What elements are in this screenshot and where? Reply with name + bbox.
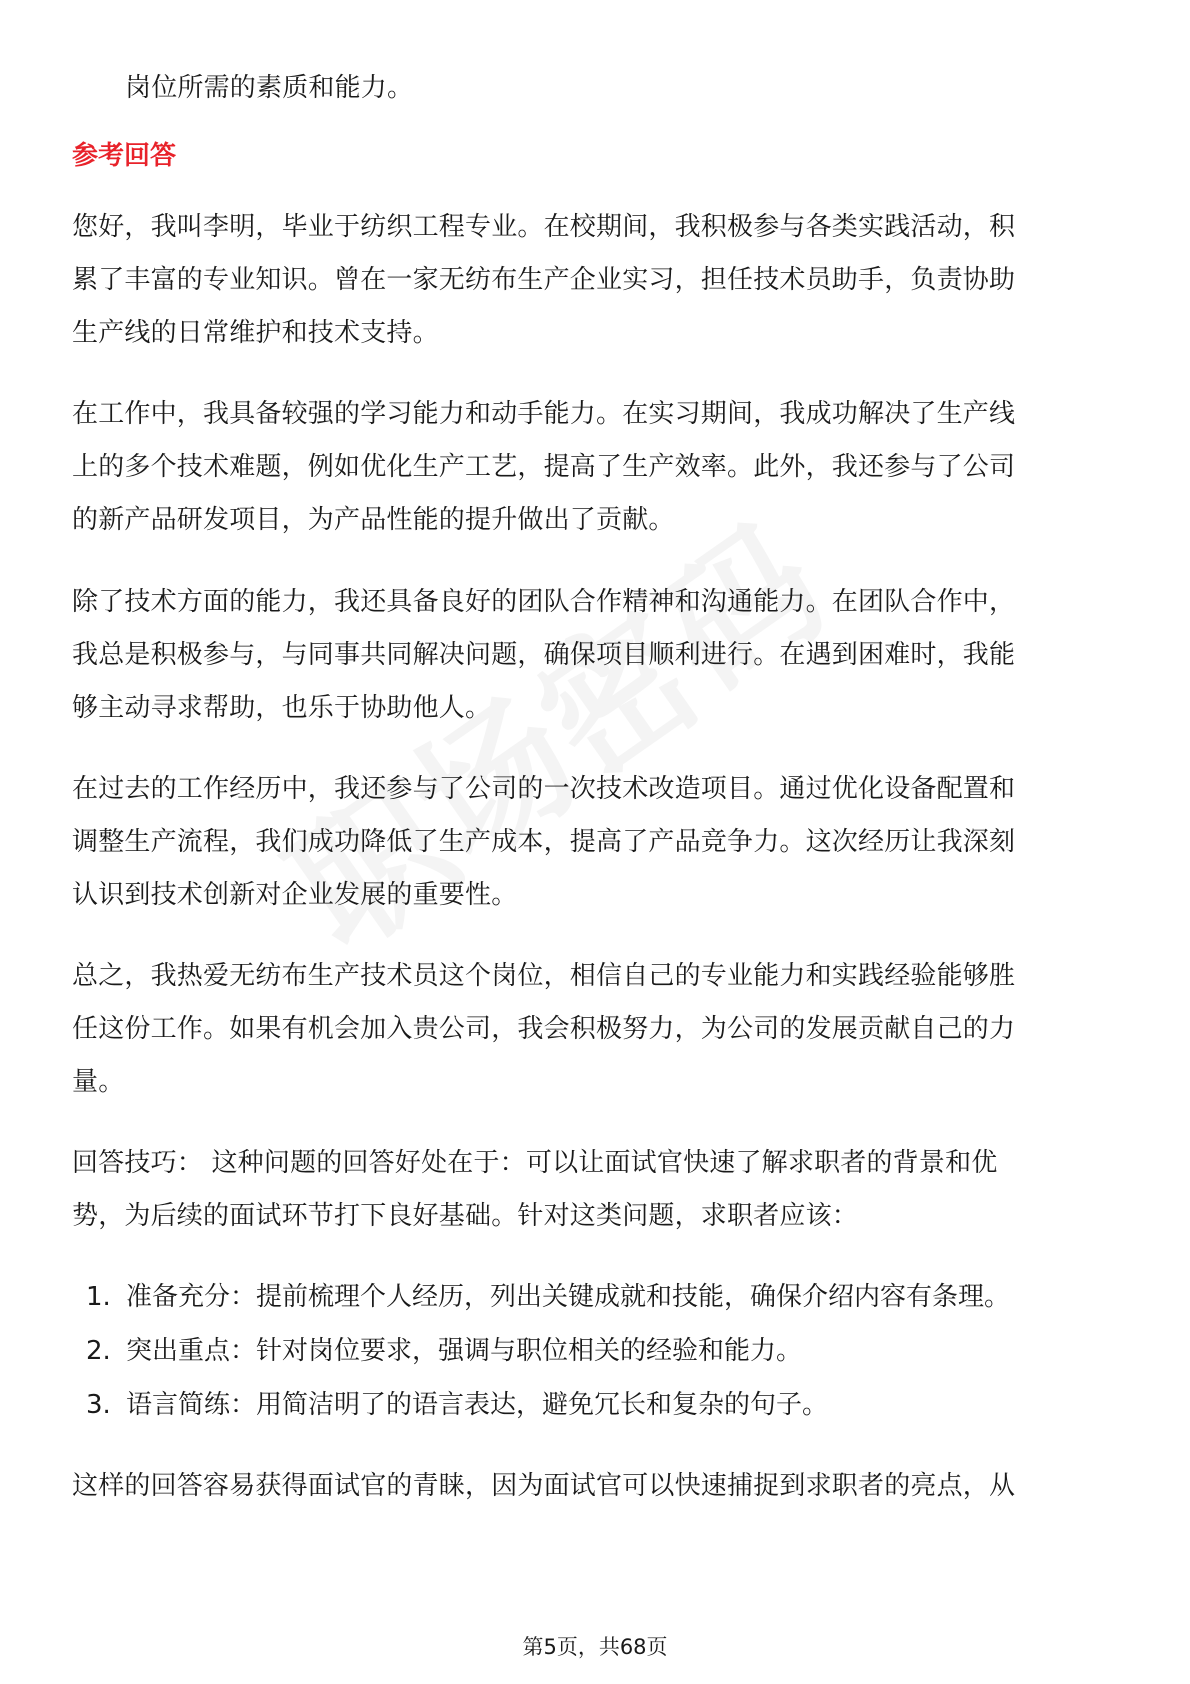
- paragraph-1-line-3: 生产线的日常维护和技术支持。: [72, 318, 439, 348]
- paragraph-3-line-3: 够主动寻求帮助，也乐于协助他人。: [72, 693, 492, 723]
- paragraph-2-line-1: 在工作中，我具备较强的学习能力和动手能力。在实习期间，我成功解决了生产线: [72, 399, 1016, 429]
- paragraph-5-line-1: 总之，我热爱无纺布生产技术员这个岗位，相信自己的专业能力和实践经验能够胜: [72, 961, 1016, 991]
- section-heading: 参考回答: [72, 141, 177, 171]
- closing-line: 这样的回答容易获得面试官的青睐，因为面试官可以快速捕捉到求职者的亮点，从: [72, 1471, 1016, 1501]
- paragraph-1-line-2: 累了丰富的专业知识。曾在一家无纺布生产企业实习，担任技术员助手，负责协助: [72, 265, 1016, 295]
- paragraph-4-line-3: 认识到技术创新对企业发展的重要性。: [72, 880, 518, 910]
- list-item: [86, 1333, 802, 1369]
- paragraph-4-line-2: 调整生产流程，我们成功降低了生产成本，提高了产品竞争力。这次经历让我深刻: [72, 827, 1016, 857]
- tips-line-2: 势，为后续的面试环节打下良好基础。针对这类问题，求职者应该：: [72, 1201, 859, 1231]
- paragraph-5-line-3: 量。: [72, 1067, 125, 1097]
- list-item: [86, 1387, 828, 1423]
- paragraph-2-line-3: 的新产品研发项目，为产品性能的提升做出了贡献。: [72, 505, 675, 535]
- list-text: 语言简练：用简洁明了的语言表达，避免冗长和复杂的句子。: [126, 1390, 829, 1420]
- paragraph-5-line-2: 任这份工作。如果有机会加入贵公司，我会积极努力，为公司的发展贡献自己的力: [72, 1014, 1016, 1044]
- list-text: 准备充分：提前梳理个人经历，列出关键成就和技能，确保介绍内容有条理。: [126, 1282, 1011, 1312]
- list-number: 1.: [86, 1282, 111, 1312]
- paragraph-2-line-2: 上的多个技术难题，例如优化生产工艺，提高了生产效率。此外，我还参与了公司: [72, 452, 1016, 482]
- list-number: 3.: [86, 1390, 111, 1420]
- intro-line: 岗位所需的素质和能力。: [125, 73, 414, 103]
- page-footer: 第5页，共68页: [522, 1635, 668, 1659]
- list-item: [86, 1279, 1010, 1315]
- paragraph-3-line-2: 我总是积极参与，与同事共同解决问题，确保项目顺利进行。在遇到困难时，我能: [72, 640, 1016, 670]
- paragraph-1-line-1: 您好，我叫李明，毕业于纺织工程专业。在校期间，我积极参与各类实践活动，积: [72, 212, 1016, 242]
- paragraph-4-line-1: 在过去的工作经历中，我还参与了公司的一次技术改造项目。通过优化设备配置和: [72, 774, 1016, 804]
- list-text: 突出重点：针对岗位要求，强调与职位相关的经验和能力。: [126, 1336, 803, 1366]
- paragraph-3-line-1: 除了技术方面的能力，我还具备良好的团队合作精神和沟通能力。在团队合作中，: [72, 587, 1016, 617]
- list-number: 2.: [86, 1336, 111, 1366]
- tips-line-1: 回答技巧： 这种问题的回答好处在于：可以让面试官快速了解求职者的背景和优: [72, 1148, 998, 1178]
